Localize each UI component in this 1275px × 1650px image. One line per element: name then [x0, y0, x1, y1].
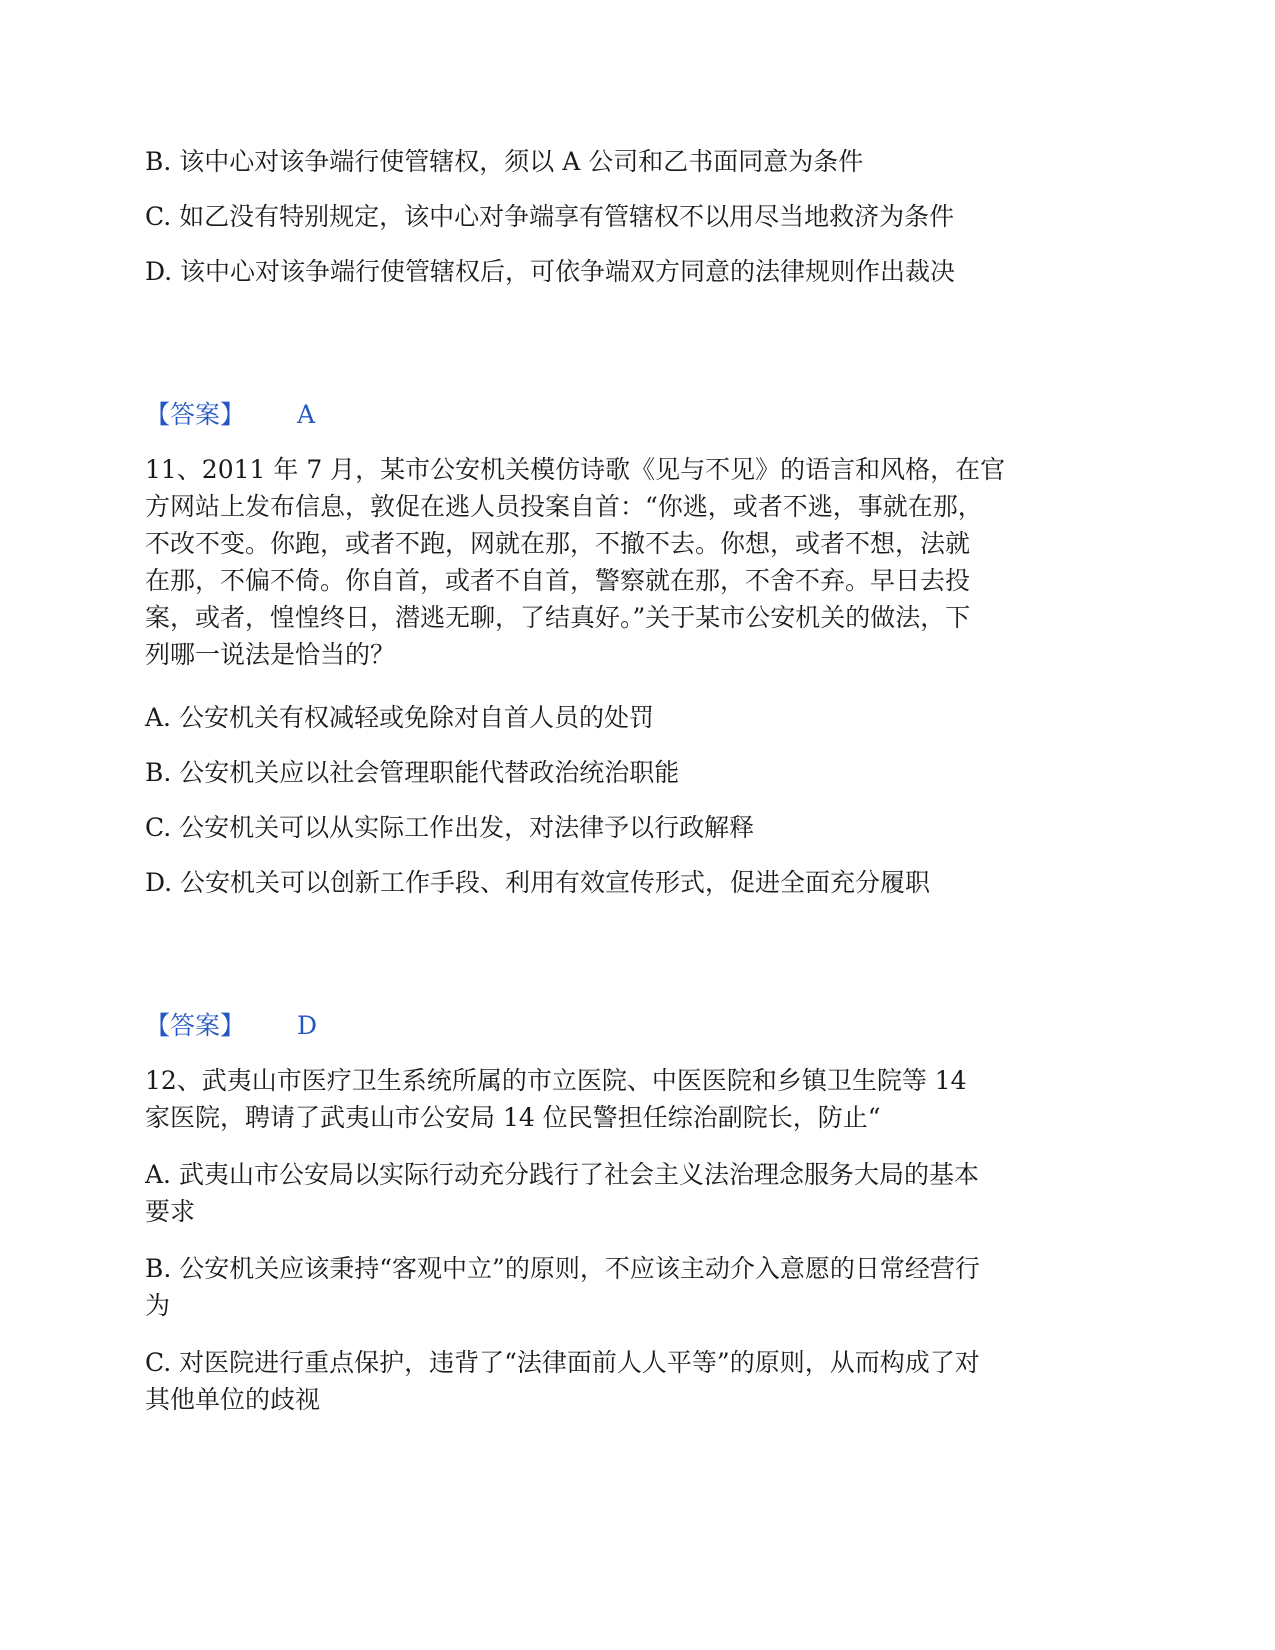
answer-value: A	[297, 400, 316, 429]
q11-option-d: D. 公安机关可以创新工作手段、利用有效宣传形式，促进全面充分履职	[145, 868, 931, 897]
q10-option-c: C. 如乙没有特别规定，该中心对争端享有管辖权不以用尽当地救济为条件	[145, 202, 955, 231]
q11-stem-line: 方网站上发布信息，敦促在逃人员投案自首：“你逃，或者不逃，事就在那，	[145, 492, 983, 521]
q12-stem-line: 家医院，聘请了武夷山市公安局 14 位民警担任综治副院长，防止“	[145, 1103, 881, 1132]
q11-stem-line: 11、2011 年 7 月，某市公安机关模仿诗歌《见与不见》的语言和风格，在官	[145, 455, 1006, 484]
q11-stem	[145, 451, 1085, 673]
answer-label: 【答案】	[145, 1011, 246, 1040]
q11-option-c: C. 公安机关可以从实际工作出发，对法律予以行政解释	[145, 813, 755, 842]
q12-option-c	[145, 1344, 1085, 1418]
q11-stem-line: 列哪一说法是恰当的？	[145, 640, 396, 669]
q11-stem-line: 不改不变。你跑，或者不跑，网就在那，不撤不去。你想，或者不想，法就	[145, 529, 971, 558]
q12-stem	[145, 1062, 1085, 1136]
q12-option-c-line: C. 对医院进行重点保护，违背了“法律面前人人平等”的原则，从而构成了对	[145, 1348, 980, 1377]
answer-label: 【答案】	[145, 400, 246, 429]
q12-option-a-line: A. 武夷山市公安局以实际行动充分践行了社会主义法治理念服务大局的基本	[145, 1160, 979, 1189]
q11-option-b: B. 公安机关应以社会管理职能代替政治统治职能	[145, 758, 680, 787]
q12-option-c-line: 其他单位的歧视	[145, 1385, 321, 1414]
answer-10	[145, 396, 1085, 433]
answer-value: D	[297, 1011, 318, 1040]
q10-option-b: B. 该中心对该争端行使管辖权，须以 A 公司和乙书面同意为条件	[145, 147, 864, 176]
q11-option-a: A. 公安机关有权减轻或免除对自首人员的处罚	[145, 703, 654, 732]
q12-option-a-line: 要求	[145, 1197, 196, 1226]
q12-option-a	[145, 1156, 1085, 1230]
q12-option-b-line: B. 公安机关应该秉持“客观中立”的原则，不应该主动介入意愿的日常经营行	[145, 1254, 980, 1283]
q12-option-b	[145, 1250, 1085, 1324]
q12-stem-line: 12、武夷山市医疗卫生系统所属的市立医院、中医医院和乡镇卫生院等 14	[145, 1066, 967, 1095]
q12-option-b-line: 为	[145, 1291, 171, 1320]
q10-option-d: D. 该中心对该争端行使管辖权后，可依争端双方同意的法律规则作出裁决	[145, 257, 956, 286]
q11-stem-line: 案，或者，惶惶终日，潜逃无聊，了结真好。”关于某市公安机关的做法，下	[145, 603, 971, 632]
answer-11	[145, 1007, 1085, 1044]
q11-stem-line: 在那，不偏不倚。你自首，或者不自首，警察就在那，不舍不弃。早日去投	[145, 566, 971, 595]
